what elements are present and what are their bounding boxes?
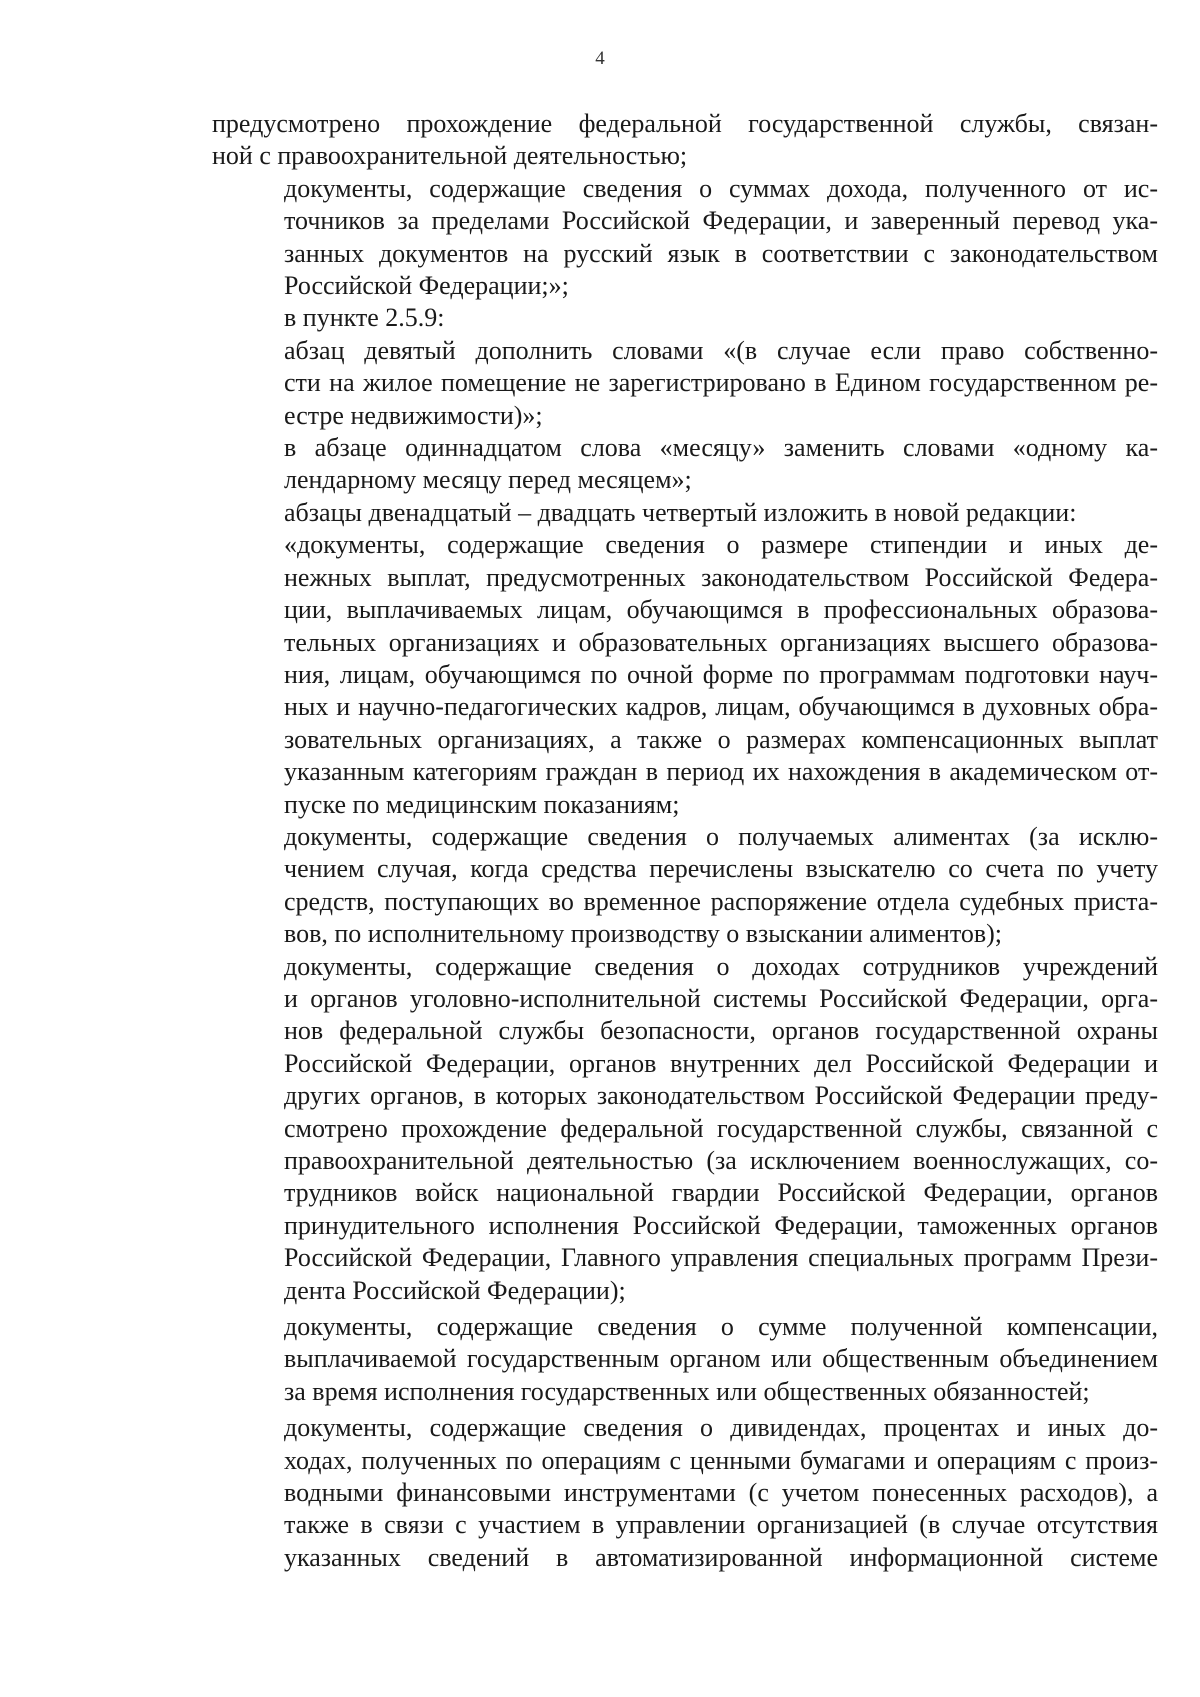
page-number: 4 [595,48,605,69]
document-body [212,108,1158,1574]
text-line: ходах, полученных по операциям с ценными бумагами и операциям с произ- [284,1445,1158,1475]
text-line: абзацы двенадцатый – двадцать четвертый изложить в новой редакции: [284,497,1077,527]
text-line: выплачиваемой государственным органом или общественным объединением [284,1344,1158,1374]
text-line: трудников войск национальной гвардии Российской Федерации, органов [284,1178,1158,1208]
paragraph [212,821,1158,951]
paragraph [212,1311,1158,1408]
text-line: смотрено прохождение федеральной государственной службы, связанной с [284,1113,1158,1143]
text-line: ных и научно-педагогических кадров, лицам, обучающимся в духовных обра- [284,692,1158,722]
text-line: документы, содержащие сведения о доходах сотрудников учреждений [284,951,1158,981]
text-line: Российской Федерации;»; [284,271,569,301]
text-line: средств, поступающих во временное распоряжение отдела судебных приста- [284,886,1158,916]
paragraph [212,951,1158,1307]
text-line: документы, содержащие сведения о сумме полученной компенсации, [284,1312,1158,1342]
text-line: нежных выплат, предусмотренных законодательством Российской Федера- [284,562,1158,592]
text-line: предусмотрено прохождение федеральной государственной службы, связан- [212,109,1158,138]
text-line: ции, выплачиваемых лицам, обучающимся в профессиональных образова- [284,595,1158,625]
text-line: вов, по исполнительному производству о взыскании алиментов); [284,919,1003,949]
paragraph [212,108,1158,173]
text-line: ной с правоохранительной деятельностью; [212,141,688,171]
text-line: Российской Федерации, органов внутренних дел Российской Федерации и [284,1048,1158,1078]
text-line: документы, содержащие сведения о дивидендах, процентах и иных до- [284,1413,1158,1443]
text-line: точников за пределами Российской Федерации, и заверенный перевод ука- [284,206,1158,236]
text-line: водными финансовыми инструментами (с учетом понесенных расходов), а [284,1478,1158,1508]
text-line: за время исполнения государственных или общественных обязанностей; [284,1376,1090,1406]
paragraph [212,432,1158,497]
text-line: зовательных организациях, а также о размерах компенсационных выплат [284,724,1158,754]
text-line: в пункте 2.5.9: [284,303,445,333]
text-line: документы, содержащие сведения о получаемых алиментах (за исклю- [284,821,1158,851]
text-line: принудительного исполнения Российской Федерации, таможенных органов [284,1210,1158,1240]
paragraph [212,497,1158,529]
text-line: других органов, в которых законодательством Российской Федерации преду- [284,1081,1158,1111]
text-line: также в связи с участием в управлении организацией (в случае отсутствия [284,1510,1158,1540]
text-line: в абзаце одиннадцатом слова «месяцу» заменить словами «одному ка- [284,433,1158,463]
text-line: сти на жилое помещение не зарегистрировано в Едином государственном ре- [284,368,1158,398]
text-line: указанным категориям граждан в период их нахождения в академическом от- [284,757,1158,787]
text-line: тельных организациях и образовательных организациях высшего образова- [284,627,1158,657]
text-line: «документы, содержащие сведения о размере стипендии и иных де- [284,530,1158,560]
text-line: указанных сведений в автоматизированной информационной системе [284,1542,1158,1572]
paragraph [212,302,1158,334]
text-line: естре недвижимости)»; [284,400,543,430]
text-line: абзац девятый дополнить словами «(в случае если право собственно- [284,335,1158,365]
text-line: правоохранительной деятельностью (за исключением военнослужащих, со- [284,1146,1158,1175]
text-line: занных документов на русский язык в соответствии с законодательством [284,238,1158,268]
text-line: дента Российской Федерации); [284,1275,626,1305]
text-line: лендарному месяцу перед месяцем»; [284,465,692,495]
paragraph [212,1412,1158,1574]
paragraph [212,173,1158,303]
text-line: Российской Федерации, Главного управления специальных программ Прези- [284,1243,1158,1273]
text-line: нов федеральной службы безопасности, органов государственной охраны [284,1016,1158,1046]
text-line: чением случая, когда средства перечислены взыскателю со счета по учету [284,854,1158,884]
text-line: и органов уголовно-исполнительной системы Российской Федерации, орга- [284,983,1158,1013]
paragraph [212,335,1158,432]
text-line: документы, содержащие сведения о суммах дохода, полученного от ис- [284,173,1158,203]
text-line: ния, лицам, обучающимся по очной форме по программам подготовки науч- [284,659,1158,689]
paragraph [212,529,1158,821]
text-line: пуске по медицинским показаниям; [284,789,680,819]
